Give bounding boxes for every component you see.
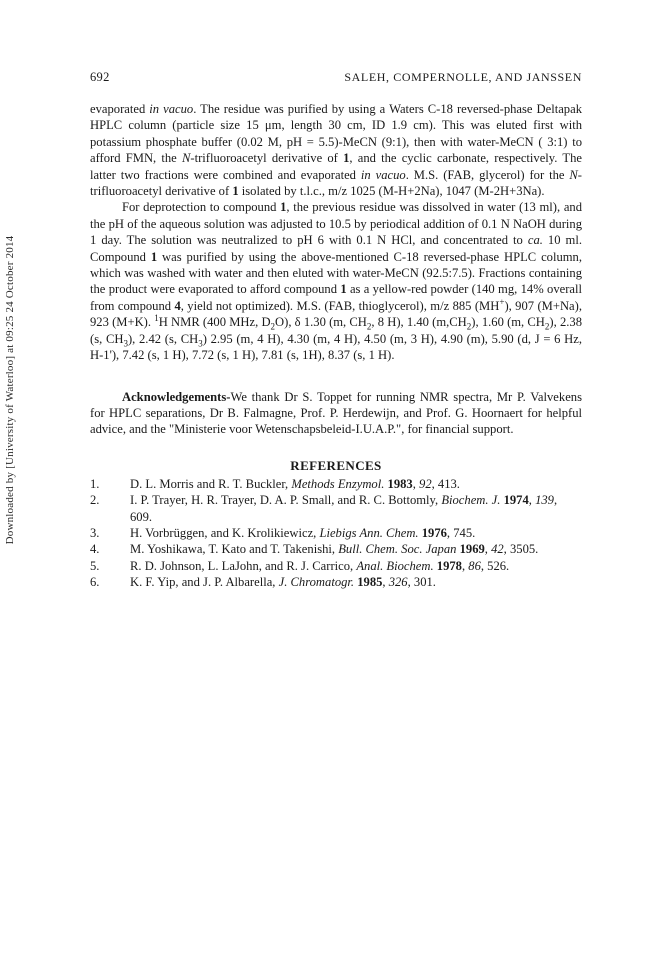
italic-span: N bbox=[569, 167, 578, 182]
subscript: 2 bbox=[366, 321, 372, 332]
reference-list bbox=[90, 476, 582, 591]
bold-span: 1 bbox=[340, 282, 347, 297]
article-body bbox=[90, 101, 582, 591]
italic-span: 326 bbox=[388, 575, 408, 590]
bold-span: 4 bbox=[174, 298, 181, 313]
subscript: 3 bbox=[198, 338, 203, 349]
page-number: 692 bbox=[90, 70, 110, 84]
italic-span: 139 bbox=[535, 493, 554, 508]
body-paragraph-2: For deprotection to compound 1, the previous residue was dissolved in water (13 ml), and the pH of the aqueous solution was adjusted to 10.5 by periodical addition of 0.1 N NaOH during 1 day. The solution was neutralized to pH 6 with 0.1 N HCl, and concentrated to ca. 10 ml. Compound 1 was purified by using the above-mentioned C-18 reversed-phase HPLC column, which was washed with water and then eluted with water-MeCN (92.5:7.5). Fractions containing the product were evaporated to afford compound 1 as a yellow-red powder (140 mg, 14% overall from compound 4, yield not optimized). M.S. (FAB, thioglycerol), m/z 885 (MH+), 907 (M+Na), 923 (M+K). $^1$H NMR (400 MHz, $D_2O$), δ 1.30 (m, $CH_2$, 8 H), 1.40 $(m,CH_2)$, 1.60 (m, $CH_2$), 2.38 (s, $CH_3$), 2.42 (s, $CH_3$) 2.95 (m, 4 H), 4.30 (m, 4 H), 4.50 (m, 3 H), 4.90 (m), 5.90 (d, J = 6 Hz, H-1'), 7.42 (s, 1 H), 7.72 (s, 1 H), 7.81 (s, 1H), 8.37 (s, 1 H). bbox=[90, 200, 583, 363]
bold-span: 1 bbox=[343, 151, 350, 166]
bold-span: 1 bbox=[280, 200, 287, 215]
acknowledgements-heading: Acknowledgements- bbox=[122, 389, 231, 404]
bold-span: 1969 bbox=[459, 542, 485, 557]
italic-span: Methods Enzymol. bbox=[291, 476, 385, 491]
reference-item bbox=[90, 558, 582, 574]
reference-text: K. F. Yip, and J. P. Albarella, J. Chromatogr. 1985, 326, 301. bbox=[130, 575, 436, 590]
italic-span: Biochem. J. bbox=[441, 493, 501, 508]
running-head: SALEH, COMPERNOLLE, AND JANSSEN bbox=[344, 70, 582, 84]
italic-span: 42, bbox=[491, 542, 507, 557]
bold-span: 1983 bbox=[387, 476, 413, 491]
superscript: + bbox=[499, 296, 505, 307]
reference-item bbox=[90, 525, 582, 541]
bold-span: 1 bbox=[150, 249, 158, 264]
reference-item bbox=[90, 574, 582, 590]
reference-number: 6. bbox=[90, 575, 100, 590]
italic-span: in vacuo bbox=[149, 102, 194, 116]
italic-span: N bbox=[181, 151, 191, 166]
italic-span: ca. bbox=[527, 233, 543, 248]
bold-span: 1 bbox=[232, 184, 239, 199]
acknowledgements-text: We thank Dr S. Toppet for running NMR spectra, Mr P. Valvekens for HPLC separations, Dr B. Falmagne, Prof. P. Herdewijn, and Prof. G. Hoornaert for helpful advice, and the "Ministerie voor Wetenschapsbeleid-I.U.A.P.", for financial support. bbox=[90, 389, 582, 437]
body-paragraph-1: evaporated in vacuo. The residue was purified by using a Waters C-18 reversed-phase Deltapak HPLC column (particle size 15 μm, length 30 cm, ID 1.9 cm). This was eluted first with potassium phosphate buffer (0.02 M, pH = 5.5)-MeCN (9:1), then with water-MeCN ( 3:1) to afford FMN, the N-trifluoroacetyl derivative of 1, and the cyclic carbonate, respectively. The latter two fractions were combined and evaporated in vacuo. M.S. (FAB, glycerol) for the N-trifluoroacetyl derivative of 1 isolated by t.l.c., m/z 1025 (M-H+2Na), 1047 (M-2H+3Na). bbox=[90, 102, 582, 199]
reference-number: 4. bbox=[90, 542, 100, 557]
reference-text: R. D. Johnson, L. LaJohn, and R. J. Carrico, Anal. Biochem. 1978, 86, 526. bbox=[130, 558, 510, 573]
subscript: 2 bbox=[466, 321, 472, 332]
download-stamp-text: Downloaded by [University of Waterloo] at 09:25 24 October 2014 bbox=[4, 235, 16, 545]
reference-number: 3. bbox=[90, 525, 100, 540]
reference-number: 5. bbox=[90, 558, 100, 573]
subscript: 2 bbox=[544, 321, 550, 332]
reference-text: M. Yoshikawa, T. Kato and T. Takenishi, Bull. Chem. Soc. Japan 1969, 42, 3505. bbox=[130, 542, 539, 557]
italic-span: in vacuo bbox=[360, 167, 406, 182]
italic-span: Liebigs Ann. Chem. bbox=[319, 525, 419, 540]
reference-text: D. L. Morris and R. T. Buckler, Methods Enzymol. 1983, 92, 413. bbox=[130, 476, 460, 491]
reference-text: I. P. Trayer, H. R. Trayer, D. A. P. Small, and R. C. Bottomly, Biochem. J. 1974, 139, 609. bbox=[130, 493, 558, 524]
reference-number: 1. bbox=[90, 476, 100, 491]
subscript: 3 bbox=[123, 338, 128, 349]
superscript: 1 bbox=[154, 313, 159, 324]
bold-span: 1976 bbox=[421, 525, 447, 540]
reference-item bbox=[90, 476, 582, 492]
subscript: 2 bbox=[270, 321, 276, 332]
reference-number: 2. bbox=[90, 493, 100, 508]
italic-span: Anal. Biochem. bbox=[356, 558, 434, 573]
italic-span: Bull. Chem. Soc. Japan bbox=[338, 542, 457, 557]
reference-text: H. Vorbrüggen, and K. Krolikiewicz, Liebigs Ann. Chem. 1976, 745. bbox=[130, 525, 476, 540]
bold-span: 1974 bbox=[503, 493, 529, 508]
references-title: REFERENCES bbox=[290, 457, 382, 473]
bold-span: 1985 bbox=[357, 575, 383, 590]
reference-item bbox=[90, 492, 582, 525]
bold-span: 1978 bbox=[436, 558, 462, 573]
acknowledgements bbox=[90, 389, 582, 438]
italic-span: J. Chromatogr. bbox=[278, 575, 355, 590]
italic-span: 86 bbox=[468, 558, 481, 573]
reference-item bbox=[90, 541, 582, 557]
italic-span: 92 bbox=[419, 476, 432, 491]
